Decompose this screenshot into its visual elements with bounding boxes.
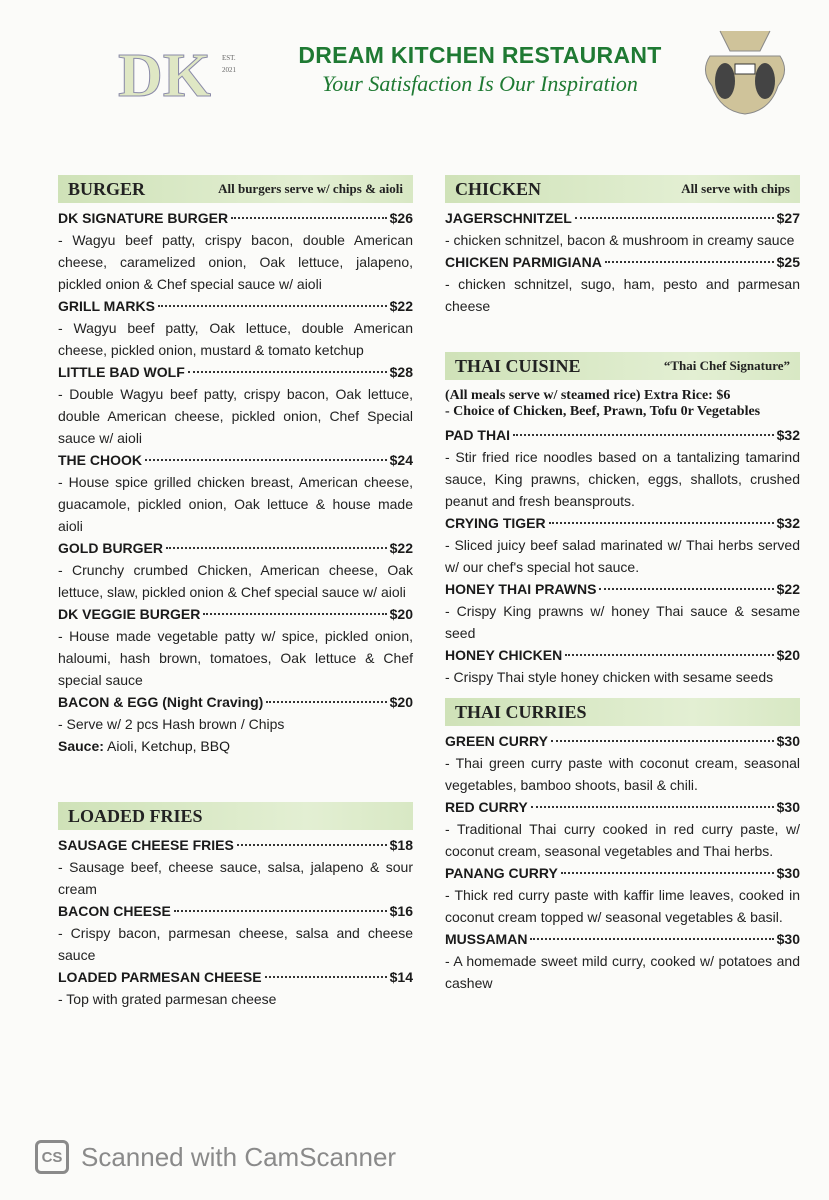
item-description: - chicken schnitzel, sugo, ham, pesto and parmesan cheese <box>445 276 800 314</box>
right-column <box>445 175 800 994</box>
section-title: LOADED FRIES <box>68 805 203 826</box>
item-line <box>58 449 413 471</box>
sauce-options <box>58 735 413 757</box>
item-price: $20 <box>776 647 800 663</box>
dotted-leader <box>513 434 774 436</box>
item-description: - Sausage beef, cheese sauce, salsa, jalapeno & sour cream <box>58 859 413 897</box>
section-header <box>58 802 413 830</box>
item-price: $28 <box>389 364 413 380</box>
dk-logo <box>118 28 253 108</box>
dotted-leader <box>145 459 387 461</box>
item-description: - Crispy King prawns w/ honey Thai sauce & sesame seed <box>445 603 800 641</box>
item-line <box>445 251 800 273</box>
dotted-leader <box>575 217 774 219</box>
item-line <box>58 537 413 559</box>
subnote-line: - Choice of Chicken, Beef, Prawn, Tofu 0r Vegetables <box>445 404 761 419</box>
dotted-leader <box>551 740 774 742</box>
svg-text:2021: 2021 <box>222 66 236 74</box>
menu-section <box>445 698 800 994</box>
item-name: GREEN CURRY <box>445 733 548 749</box>
menu-item <box>58 900 413 966</box>
item-line <box>445 578 800 600</box>
svg-text:EST.: EST. <box>222 54 236 62</box>
menu-item <box>445 730 800 796</box>
item-line <box>58 361 413 383</box>
item-name: HONEY THAI PRAWNS <box>445 581 597 597</box>
item-price: $32 <box>776 515 800 531</box>
item-name: LITTLE BAD WOLF <box>58 364 185 380</box>
item-price: $22 <box>389 540 413 556</box>
apron-logo-icon <box>690 26 800 116</box>
item-name: THE CHOOK <box>58 452 142 468</box>
menu-items <box>445 207 800 317</box>
item-line <box>58 603 413 625</box>
menu-item <box>58 691 413 735</box>
item-description: - House made vegetable patty w/ spice, pickled onion, haloumi, hash brown, tomatoes, Oak lettuce & Chef special sauce <box>58 628 413 688</box>
dotted-leader <box>166 547 387 549</box>
dotted-leader <box>565 654 773 656</box>
item-description: - Crispy Thai style honey chicken with sesame seeds <box>445 669 774 685</box>
item-price: $22 <box>776 581 800 597</box>
menu-item <box>445 424 800 512</box>
section-title: THAI CURRIES <box>455 701 587 722</box>
item-line <box>58 295 413 317</box>
item-line <box>445 207 800 229</box>
item-name: BACON & EGG (Night Craving) <box>58 694 264 710</box>
menu-section <box>58 802 413 1010</box>
restaurant-name: DREAM KITCHEN RESTAURANT <box>298 42 662 68</box>
dotted-leader <box>549 522 774 524</box>
item-description: - Sliced juicy beef salad marinated w/ Thai herbs served w/ our chef's special hot sauce. <box>445 537 800 575</box>
sauce-values: Aioli, Ketchup, BBQ <box>103 738 230 754</box>
item-line <box>445 796 800 818</box>
item-description: - Thick red curry paste with kaffir lime leaves, cooked in coconut cream topped w/ seasonal vegetables & basil. <box>445 887 800 925</box>
menu-item <box>445 928 800 994</box>
item-description: - Serve w/ 2 pcs Hash brown / Chips <box>58 716 285 732</box>
dotted-leader <box>605 261 774 263</box>
menu-item <box>58 537 413 603</box>
item-description: - Thai green curry paste with coconut cream, seasonal vegetables, bamboo shoots, basil & chili. <box>445 755 800 793</box>
camscanner-watermark <box>35 1140 396 1174</box>
dotted-leader <box>266 701 386 703</box>
dotted-leader <box>158 305 387 307</box>
menu-item <box>445 578 800 644</box>
item-price: $14 <box>389 969 413 985</box>
item-price: $30 <box>776 733 800 749</box>
item-name: CHICKEN PARMIGIANA <box>445 254 602 270</box>
item-name: PANANG CURRY <box>445 865 558 881</box>
menu-item <box>58 834 413 900</box>
item-line <box>58 900 413 922</box>
menu-item <box>445 796 800 862</box>
camscanner-logo-icon: CS <box>35 1140 69 1174</box>
item-price: $30 <box>776 931 800 947</box>
item-price: $20 <box>389 694 413 710</box>
section-header <box>445 352 800 380</box>
dotted-leader <box>531 806 774 808</box>
item-name: GOLD BURGER <box>58 540 163 556</box>
item-description: - Crunchy crumbed Chicken, American cheese, Oak lettuce, slaw, pickled onion & Chef special sauce w/ aioli <box>58 562 413 600</box>
menu-section <box>58 175 413 757</box>
item-price: $22 <box>389 298 413 314</box>
item-name: DK VEGGIE BURGER <box>58 606 201 622</box>
dotted-leader <box>599 588 773 590</box>
subnote-line: (All meals serve w/ steamed rice) Extra Rice: $6 <box>445 388 731 403</box>
menu-items <box>445 730 800 994</box>
section-header <box>58 175 413 203</box>
section-note: “Thai Chef Signature” <box>663 358 790 373</box>
menu-item <box>58 449 413 537</box>
item-line <box>445 862 800 884</box>
item-name: RED CURRY <box>445 799 528 815</box>
item-name: PAD THAI <box>445 427 511 443</box>
section-note: All serve with chips <box>681 181 790 196</box>
menu-item <box>445 862 800 928</box>
item-line <box>445 928 800 950</box>
dotted-leader <box>188 371 387 373</box>
dotted-leader <box>231 217 387 219</box>
dotted-leader <box>237 844 387 846</box>
item-line <box>445 644 800 666</box>
item-description: - Wagyu beef patty, Oak lettuce, double American cheese, pickled onion, mustard & tomato ketchup <box>58 320 413 358</box>
item-price: $26 <box>389 210 413 226</box>
item-price: $27 <box>776 210 800 226</box>
menu-section <box>445 175 800 317</box>
dotted-leader <box>174 910 387 912</box>
item-line <box>58 207 413 229</box>
item-name: SAUSAGE CHEESE FRIES <box>58 837 234 853</box>
menu-item <box>58 295 413 361</box>
item-description: - A homemade sweet mild curry, cooked w/ potatoes and cashew <box>445 953 800 991</box>
item-name: MUSSAMAN <box>445 931 528 947</box>
item-description: - Top with grated parmesan cheese <box>58 991 277 1007</box>
sauce-label: Sauce: <box>58 738 104 754</box>
dotted-leader <box>265 976 387 978</box>
item-price: $20 <box>389 606 413 622</box>
menu-item <box>58 207 413 295</box>
section-title: BURGER <box>68 178 146 199</box>
watermark-text: Scanned with CamScanner <box>81 1141 397 1172</box>
item-description: - Crispy bacon, parmesan cheese, salsa and cheese sauce <box>58 925 413 963</box>
item-line <box>58 834 413 856</box>
item-description: - Traditional Thai curry cooked in red curry paste, w/ coconut cream, seasonal vegetables and Thai herbs. <box>445 821 800 859</box>
menu-section <box>445 352 800 688</box>
item-price: $32 <box>776 427 800 443</box>
item-name: GRILL MARKS <box>58 298 155 314</box>
item-description: - Wagyu beef patty, crispy bacon, double American cheese, caramelized onion, Oak lettuce, jalapeno, pickled onion & Chef special sauce w/ aioli <box>58 232 413 292</box>
tagline: Your Satisfaction Is Our Inspiration <box>322 71 638 96</box>
item-name: LOADED PARMESAN CHEESE <box>58 969 262 985</box>
menu-item <box>58 966 413 1010</box>
item-description: - House spice grilled chicken breast, American cheese, guacamole, pickled onion, Oak lettuce & house made aioli <box>58 474 413 534</box>
item-name: CRYING TIGER <box>445 515 546 531</box>
item-name: BACON CHEESE <box>58 903 171 919</box>
svg-text:DK: DK <box>118 42 211 108</box>
item-name: DK SIGNATURE BURGER <box>58 210 229 226</box>
section-note: All burgers serve w/ chips & aioli <box>218 181 403 196</box>
section-title: CHICKEN <box>455 178 542 199</box>
item-name: HONEY CHICKEN <box>445 647 563 663</box>
item-price: $16 <box>389 903 413 919</box>
dotted-leader <box>530 938 773 940</box>
menu-item <box>445 644 800 688</box>
menu-item <box>445 251 800 317</box>
item-price: $24 <box>389 452 413 468</box>
dotted-leader <box>561 872 774 874</box>
item-description: - Stir fried rice noodles based on a tantalizing tamarind sauce, King prawns, chicken, eggs, shallots, crushed peanut and fresh beansprouts. <box>445 449 800 509</box>
section-header <box>445 698 800 726</box>
menu-item <box>58 361 413 449</box>
item-line <box>58 691 413 713</box>
item-name: JAGERSCHNITZEL <box>445 210 572 226</box>
item-description: - chicken schnitzel, bacon & mushroom in creamy sauce <box>445 232 795 248</box>
menu-item <box>445 512 800 578</box>
item-price: $30 <box>776 799 800 815</box>
item-line <box>445 730 800 752</box>
menu-items <box>58 834 413 1010</box>
item-line <box>445 424 800 446</box>
menu-item <box>445 207 800 251</box>
menu-item <box>58 603 413 691</box>
left-column <box>58 175 413 1010</box>
brand-block <box>265 42 695 97</box>
item-line <box>445 512 800 534</box>
menu-items <box>58 207 413 757</box>
item-price: $18 <box>389 837 413 853</box>
item-description: - Double Wagyu beef patty, crispy bacon, Oak lettuce, double American cheese, pickled onion, Chef Special sauce w/ aioli <box>58 386 413 446</box>
section-title: THAI CUISINE <box>455 355 581 376</box>
section-subnote <box>445 388 800 420</box>
section-header <box>445 175 800 203</box>
dotted-leader <box>203 613 386 615</box>
menu-items <box>445 424 800 688</box>
item-price: $25 <box>776 254 800 270</box>
item-line <box>58 966 413 988</box>
item-price: $30 <box>776 865 800 881</box>
